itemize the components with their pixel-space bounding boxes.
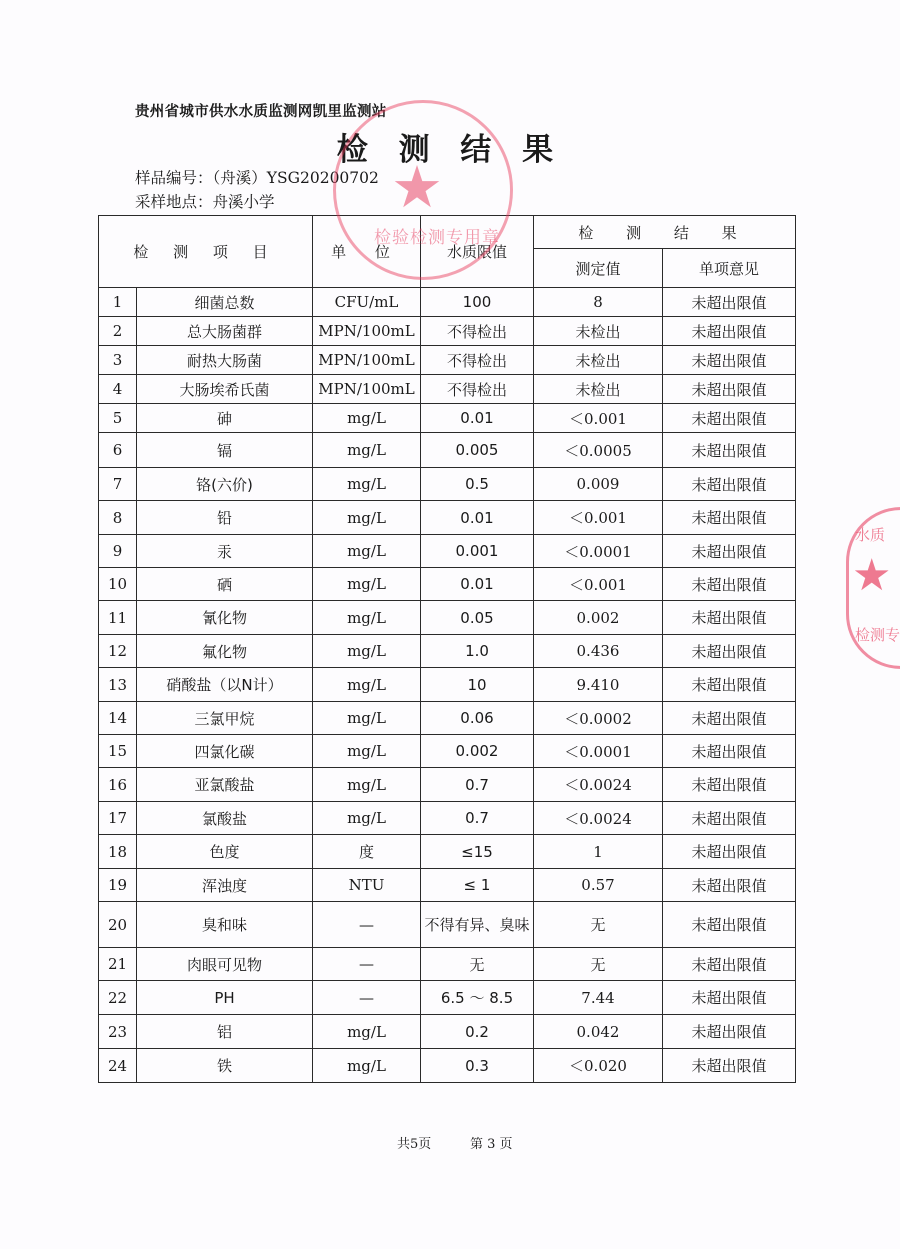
cell-measured: 0.009 (534, 468, 663, 501)
cell-unit: MPN/100mL (313, 375, 421, 404)
cell-name: 色度 (137, 835, 313, 869)
cell-unit: mg/L (313, 735, 421, 768)
cell-measured: 无 (534, 948, 663, 981)
cell-unit: — (313, 981, 421, 1015)
cell-no: 13 (99, 668, 137, 702)
cell-limit: 0.01 (421, 568, 534, 601)
cell-opinion: 未超出限值 (663, 902, 796, 948)
cell-unit: — (313, 948, 421, 981)
cell-opinion: 未超出限值 (663, 768, 796, 802)
header-unit: 单 位 (313, 216, 421, 288)
table-row (99, 501, 796, 535)
cell-opinion: 未超出限值 (663, 802, 796, 835)
cell-opinion: 未超出限值 (663, 601, 796, 635)
cell-name: 汞 (137, 535, 313, 568)
table-row (99, 835, 796, 869)
cell-no: 7 (99, 468, 137, 501)
cell-unit: mg/L (313, 433, 421, 468)
cell-no: 11 (99, 601, 137, 635)
cell-limit: 不得检出 (421, 375, 534, 404)
table-row (99, 869, 796, 902)
cell-no: 2 (99, 317, 137, 346)
table-row (99, 535, 796, 568)
table-row (99, 568, 796, 601)
cell-no: 17 (99, 802, 137, 835)
table-row (99, 768, 796, 802)
table-row (99, 735, 796, 768)
cell-no: 8 (99, 501, 137, 535)
page-total: 共5页 (397, 1137, 432, 1152)
cell-measured: 0.042 (534, 1015, 663, 1049)
cell-opinion: 未超出限值 (663, 501, 796, 535)
table-row (99, 601, 796, 635)
cell-no: 19 (99, 869, 137, 902)
table-row (99, 948, 796, 981)
cell-opinion: 未超出限值 (663, 568, 796, 601)
cell-unit: mg/L (313, 1015, 421, 1049)
cell-unit: mg/L (313, 668, 421, 702)
cell-opinion: 未超出限值 (663, 346, 796, 375)
cell-limit: 0.01 (421, 501, 534, 535)
cell-measured: ＜0.0024 (534, 768, 663, 802)
table-row (99, 902, 796, 948)
cell-no: 9 (99, 535, 137, 568)
cell-opinion: 未超出限值 (663, 948, 796, 981)
table-row (99, 668, 796, 702)
cell-measured: 未检出 (534, 346, 663, 375)
cell-opinion: 未超出限值 (663, 404, 796, 433)
cell-limit: ≤15 (421, 835, 534, 869)
cell-measured: ＜0.020 (534, 1049, 663, 1083)
cell-unit: mg/L (313, 702, 421, 735)
table-row (99, 346, 796, 375)
cell-no: 4 (99, 375, 137, 404)
cell-unit: mg/L (313, 601, 421, 635)
cell-name: PH (137, 981, 313, 1015)
header-opinion: 单项意见 (663, 249, 796, 288)
cell-opinion: 未超出限值 (663, 668, 796, 702)
table-row (99, 635, 796, 668)
cell-opinion: 未超出限值 (663, 981, 796, 1015)
organization-name: 贵州省城市供水水质监测网凯里监测站 (135, 104, 387, 120)
cell-measured: 1 (534, 835, 663, 869)
header-limit: 水质限值 (421, 216, 534, 288)
cell-limit: 0.5 (421, 468, 534, 501)
cell-name: 氰化物 (137, 601, 313, 635)
cell-name: 硝酸盐（以N计） (137, 668, 313, 702)
seal-star-icon: ★ (391, 153, 443, 221)
cell-unit: MPN/100mL (313, 317, 421, 346)
cell-measured: 0.57 (534, 869, 663, 902)
table-row (99, 981, 796, 1015)
header-result-group: 检 测 结 果 (534, 216, 796, 249)
cell-measured: 8 (534, 288, 663, 317)
header-measured: 测定值 (534, 249, 663, 288)
cell-limit: 100 (421, 288, 534, 317)
cell-name: 臭和味 (137, 902, 313, 948)
cell-unit: — (313, 902, 421, 948)
cell-unit: mg/L (313, 1049, 421, 1083)
results-table (98, 215, 796, 1083)
cell-measured: 7.44 (534, 981, 663, 1015)
cell-opinion: 未超出限值 (663, 702, 796, 735)
cell-no: 16 (99, 768, 137, 802)
table-row (99, 468, 796, 501)
cell-name: 细菌总数 (137, 288, 313, 317)
cell-no: 20 (99, 902, 137, 948)
cell-no: 6 (99, 433, 137, 468)
table-row (99, 375, 796, 404)
cell-name: 砷 (137, 404, 313, 433)
document-title: 检 测 结 果 (336, 132, 564, 168)
table-row (99, 404, 796, 433)
cell-limit: 0.001 (421, 535, 534, 568)
cell-measured: ＜0.0005 (534, 433, 663, 468)
sample-site: 采样地点：舟溪小学 (135, 193, 275, 211)
cell-measured: ＜0.001 (534, 501, 663, 535)
cell-limit: 0.005 (421, 433, 534, 468)
cell-no: 22 (99, 981, 137, 1015)
cell-measured: 未检出 (534, 317, 663, 346)
cell-opinion: 未超出限值 (663, 1015, 796, 1049)
page-current: 第 3 页 (470, 1137, 513, 1152)
cell-limit: 0.01 (421, 404, 534, 433)
table-row (99, 1049, 796, 1083)
cell-limit: 无 (421, 948, 534, 981)
table-row (99, 802, 796, 835)
cell-unit: CFU/mL (313, 288, 421, 317)
cell-opinion: 未超出限值 (663, 869, 796, 902)
cell-opinion: 未超出限值 (663, 468, 796, 501)
cell-unit: MPN/100mL (313, 346, 421, 375)
cell-measured: ＜0.0001 (534, 735, 663, 768)
cell-name: 铅 (137, 501, 313, 535)
cell-measured: ＜0.0024 (534, 802, 663, 835)
side-seal-text-bottom: 检测专 (855, 626, 900, 644)
table-row (99, 317, 796, 346)
cell-limit: 0.7 (421, 768, 534, 802)
cell-measured: 未检出 (534, 375, 663, 404)
cell-no: 24 (99, 1049, 137, 1083)
cell-no: 1 (99, 288, 137, 317)
cell-limit: 1.0 (421, 635, 534, 668)
header-item: 检 测 项 目 (99, 216, 313, 288)
cell-no: 10 (99, 568, 137, 601)
cell-limit: 0.06 (421, 702, 534, 735)
cell-no: 5 (99, 404, 137, 433)
cell-no: 21 (99, 948, 137, 981)
sample-number: 样品编号：（舟溪）YSG20200702 (135, 169, 379, 187)
table-row (99, 433, 796, 468)
cell-name: 硒 (137, 568, 313, 601)
cell-opinion: 未超出限值 (663, 375, 796, 404)
cell-no: 3 (99, 346, 137, 375)
cell-no: 12 (99, 635, 137, 668)
cell-name: 总大肠菌群 (137, 317, 313, 346)
cell-limit: 10 (421, 668, 534, 702)
cell-name: 四氯化碳 (137, 735, 313, 768)
cell-measured: 0.436 (534, 635, 663, 668)
table-row (99, 1015, 796, 1049)
cell-measured: ＜0.0001 (534, 535, 663, 568)
cell-limit: 0.3 (421, 1049, 534, 1083)
cell-unit: mg/L (313, 468, 421, 501)
cell-opinion: 未超出限值 (663, 835, 796, 869)
cell-unit: mg/L (313, 635, 421, 668)
cell-unit: 度 (313, 835, 421, 869)
cell-opinion: 未超出限值 (663, 635, 796, 668)
cell-opinion: 未超出限值 (663, 735, 796, 768)
cell-unit: mg/L (313, 768, 421, 802)
cell-no: 14 (99, 702, 137, 735)
cell-unit: NTU (313, 869, 421, 902)
cell-measured: 9.410 (534, 668, 663, 702)
cell-opinion: 未超出限值 (663, 288, 796, 317)
cell-name: 大肠埃希氏菌 (137, 375, 313, 404)
cell-name: 铝 (137, 1015, 313, 1049)
cell-no: 18 (99, 835, 137, 869)
cell-name: 氟化物 (137, 635, 313, 668)
side-seal-star-icon: ★ (852, 550, 892, 601)
cell-name: 三氯甲烷 (137, 702, 313, 735)
cell-name: 肉眼可见物 (137, 948, 313, 981)
cell-limit: 不得检出 (421, 317, 534, 346)
cell-unit: mg/L (313, 535, 421, 568)
cell-limit: ≤ 1 (421, 869, 534, 902)
cell-name: 耐热大肠菌 (137, 346, 313, 375)
cell-unit: mg/L (313, 404, 421, 433)
cell-no: 23 (99, 1015, 137, 1049)
cell-limit: 6.5 ～ 8.5 (421, 981, 534, 1015)
side-seal-text-top: 水质 (855, 526, 886, 544)
cell-opinion: 未超出限值 (663, 317, 796, 346)
cell-measured: 0.002 (534, 601, 663, 635)
cell-opinion: 未超出限值 (663, 535, 796, 568)
cell-measured: ＜0.001 (534, 568, 663, 601)
cell-unit: mg/L (313, 802, 421, 835)
cell-no: 15 (99, 735, 137, 768)
cell-unit: mg/L (313, 501, 421, 535)
cell-limit: 0.2 (421, 1015, 534, 1049)
cell-name: 铁 (137, 1049, 313, 1083)
cell-unit: mg/L (313, 568, 421, 601)
table-row (99, 702, 796, 735)
cell-opinion: 未超出限值 (663, 433, 796, 468)
cell-name: 铬(六价) (137, 468, 313, 501)
cell-measured: ＜0.0002 (534, 702, 663, 735)
cell-limit: 不得检出 (421, 346, 534, 375)
cell-limit: 0.7 (421, 802, 534, 835)
cell-name: 亚氯酸盐 (137, 768, 313, 802)
cell-limit: 0.002 (421, 735, 534, 768)
cell-measured: ＜0.001 (534, 404, 663, 433)
cell-opinion: 未超出限值 (663, 1049, 796, 1083)
cell-name: 浑浊度 (137, 869, 313, 902)
cell-name: 镉 (137, 433, 313, 468)
table-row (99, 288, 796, 317)
seal-text: 检验检测专用章 (374, 228, 500, 248)
cell-limit: 不得有异、臭味 (421, 902, 534, 948)
cell-name: 氯酸盐 (137, 802, 313, 835)
cell-limit: 0.05 (421, 601, 534, 635)
side-seal (846, 507, 900, 669)
cell-measured: 无 (534, 902, 663, 948)
